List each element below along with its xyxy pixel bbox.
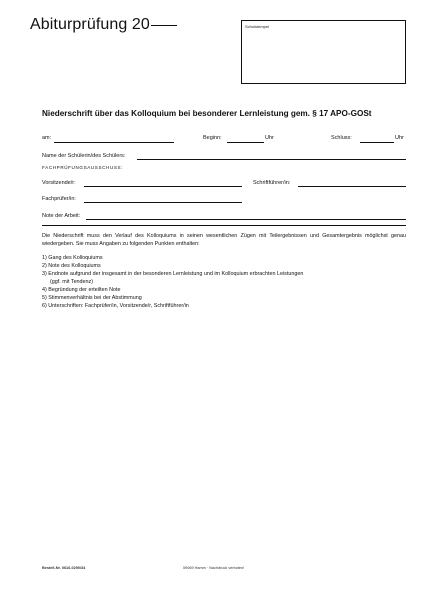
grade-label: Note der Arbeit: [42, 213, 81, 219]
chair-field[interactable] [84, 186, 242, 187]
year-blank[interactable] [151, 25, 177, 26]
beginn-field[interactable] [227, 142, 264, 143]
list-item: 4) Begründung der erteilten Note [42, 287, 121, 293]
list-item: 3) Endnote aufgrund der insgesamt in der besonderen Lernleistung und im Kolloquium erbrachten Leistungen [42, 271, 304, 277]
list-item: 1) Gang des Kolloquiums [42, 255, 103, 261]
recorder-field[interactable] [298, 186, 406, 187]
student-name-label: Name der Schülerin/des Schülers: [42, 153, 126, 159]
schluss-field[interactable] [360, 142, 394, 143]
schluss-label: Schluss: [331, 135, 352, 141]
am-field[interactable] [54, 142, 174, 143]
chair-label: Vorsitzende/r: [42, 180, 76, 186]
publisher-note: 59069 Hamm · Nachdruck verboten! [183, 566, 245, 570]
committee-label: FACHPRÜFUNGSAUSSCHUSS: [42, 165, 124, 170]
instructions-intro: Die Niederschrift muss den Verlauf des Kolloquiums in seinen wesentlichen Zügen mit Teilergebnissen und Gesamtergebnis möglichst genau wiedergeben. Sie muss Angaben zu folgenden Punkten enthalten: [42, 233, 406, 247]
examiner-label: Fachprüfer/in: [42, 196, 76, 202]
uhr-label-end: Uhr [395, 135, 404, 141]
school-stamp-box [241, 20, 406, 84]
grade-field[interactable] [86, 219, 406, 220]
stamp-label: Schulstempel [245, 24, 270, 29]
list-item: 2) Note des Kolloquiums [42, 263, 101, 269]
document-heading: Niederschrift über das Kolloquium bei besonderer Lernleistung gem. § 17 APO-GOSt [42, 109, 372, 118]
list-item: 5) Stimmenverhältnis bei der Abstimmung [42, 295, 142, 301]
section-divider [42, 225, 406, 226]
beginn-label: Beginn: [203, 135, 222, 141]
list-item-continuation: (ggf. mit Tendenz) [50, 279, 94, 285]
order-number: Bestell-Nr. 0616-0290/34 [42, 566, 86, 570]
uhr-label-begin: Uhr [265, 135, 274, 141]
recorder-label: Schriftführer/in: [253, 180, 291, 186]
title-text: Abiturprüfung 20 [30, 16, 150, 33]
page-title [30, 16, 177, 34]
examiner-field[interactable] [84, 202, 242, 203]
list-item: 6) Unterschriften: Fachprüfer/in, Vorsitzende/r, Schriftführer/in [42, 303, 189, 309]
am-label: am: [42, 135, 52, 141]
student-name-field[interactable] [137, 159, 406, 160]
